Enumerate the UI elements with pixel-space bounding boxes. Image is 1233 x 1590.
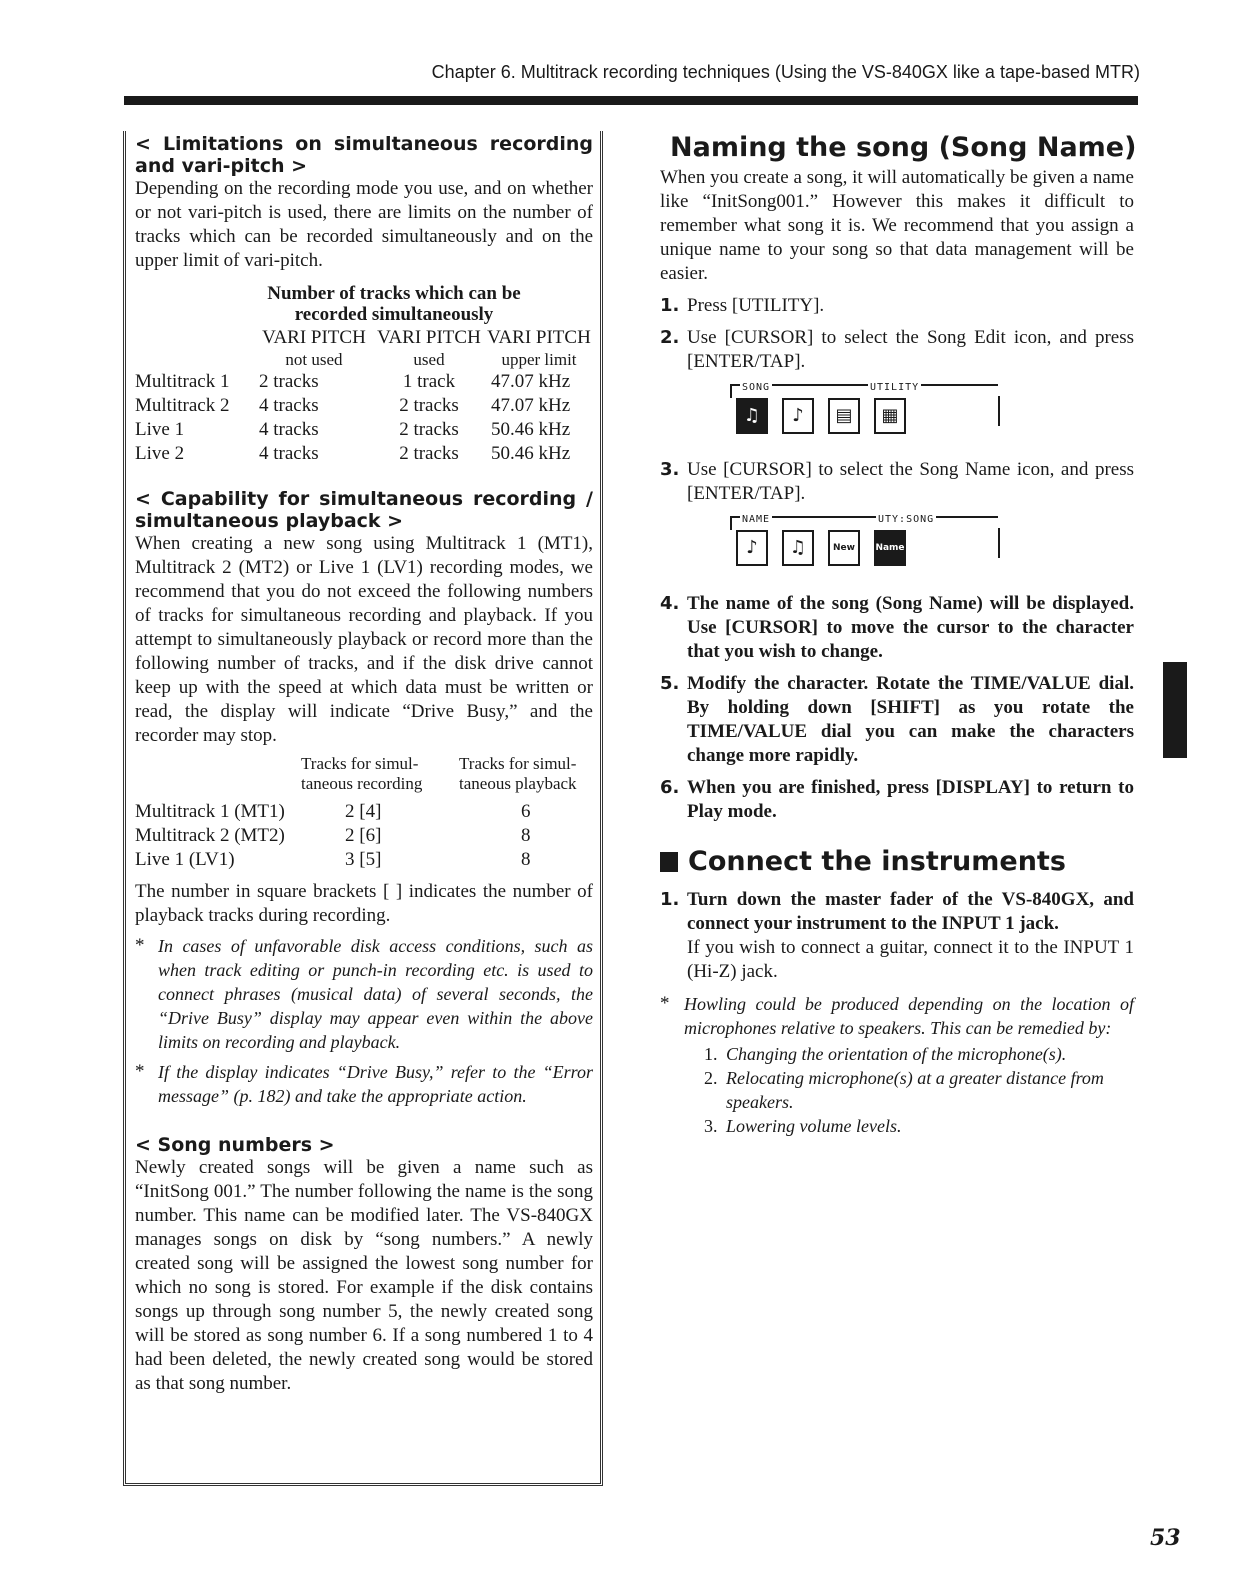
naming-body: When you create a song, it will automatically be given a name like “InitSong001.” However this makes it difficult to remember what song it is. We recommend that you assign a unique name to your song so that data management will be easier. xyxy=(660,167,1134,284)
table-row xyxy=(135,370,593,394)
track-edit-icon: ▤ xyxy=(828,398,860,434)
note xyxy=(135,934,593,1054)
col-header: taneous recording xyxy=(301,774,423,793)
capability-body: When creating a new song using Multitrack 1 (MT1), Multitrack 2 (MT2) or Live 1 (LV1) recording modes, we recommend that you do not exceed the following numbers of tracks for simultaneous recording and playback. If you attempt to simultaneously playback or record more than the following number of tracks, and if the disk drive cannot keep up with the speed at which data must be written or read, the display will indicate “Drive Busy,” and the recorder may stop. xyxy=(135,533,593,746)
header-rule xyxy=(124,96,1138,105)
list-number: 2. xyxy=(704,1068,718,1088)
note-marker: * xyxy=(135,935,145,956)
song-info-icon: ♪ xyxy=(736,530,768,566)
step-4 xyxy=(660,592,1134,664)
table-cell: 2 tracks xyxy=(399,419,459,440)
connect-heading-text: Connect the instruments xyxy=(688,846,1066,877)
step-text: Press [UTILITY]. xyxy=(687,295,825,316)
table-cell: 2 tracks xyxy=(259,371,319,392)
table-cell: 2 [4] xyxy=(345,801,382,822)
step-number: 3. xyxy=(660,459,680,480)
list-text: Lowering volume levels. xyxy=(726,1116,902,1136)
list-item xyxy=(704,1114,1134,1138)
list-number: 1. xyxy=(704,1044,718,1064)
step-text: Use [CURSOR] to select the Song Name icon, and press [ENTER/TAP]. xyxy=(687,459,1134,504)
step-3 xyxy=(660,458,1134,506)
col-subheader: used xyxy=(413,350,445,369)
col-subheader: upper limit xyxy=(501,350,577,369)
col-header: Tracks for simul- xyxy=(459,754,577,773)
mode-cell: Live 2 xyxy=(135,443,185,464)
lcd-utility-screen xyxy=(730,384,1000,444)
list-text: Changing the orientation of the microphone(s). xyxy=(726,1044,1067,1064)
table-row xyxy=(135,824,593,848)
note-text: In cases of unfavorable disk access conditions, such as when track editing or punch-in recording etc. is used to connect phrases (musical data) of several seconds, the “Drive Busy” display may appear even within the above limits on recording and playback. xyxy=(158,936,593,1052)
step-text: Turn down the master fader of the VS-840GX, and connect your instrument to the INPUT 1 jack. xyxy=(687,889,1134,934)
step-text: When you are finished, press [DISPLAY] to return to Play mode. xyxy=(687,777,1134,822)
col-header: VARI PITCH xyxy=(377,327,481,348)
list-item xyxy=(704,1066,1134,1114)
table-cell: 6 xyxy=(521,801,531,822)
note-text: If the display indicates “Drive Busy,” refer to the “Error message” (p. 182) and take the appropriate action. xyxy=(158,1062,593,1106)
mode-cell: Multitrack 1 (MT1) xyxy=(135,801,285,822)
mode-cell: Multitrack 2 xyxy=(135,395,230,416)
connect-step-1 xyxy=(660,888,1134,984)
step-number: 5. xyxy=(660,673,680,694)
table-cell: 3 [5] xyxy=(345,849,382,870)
playback-table xyxy=(135,754,593,872)
table-title-line1: Number of tracks which can be xyxy=(267,283,521,304)
table-cell: 2 tracks xyxy=(399,395,459,416)
col-subheader: not used xyxy=(285,350,343,369)
table-row xyxy=(135,394,593,418)
step-extra-text: If you wish to connect a guitar, connect it to the INPUT 1 (Hi-Z) jack. xyxy=(687,937,1134,982)
note-marker: * xyxy=(135,1061,145,1082)
song-copy-icon: ♫ xyxy=(782,530,814,566)
song-name-icon: Name xyxy=(874,530,906,566)
col-header: Tracks for simul- xyxy=(301,754,419,773)
chapter-header: Chapter 6. Multitrack recording techniques (Using the VS-840GX like a tape-based MTR) xyxy=(431,62,1140,82)
connect-heading xyxy=(660,844,1134,880)
table-row xyxy=(135,848,593,872)
table-title-line2: recorded simultaneously xyxy=(294,304,494,325)
col-header: VARI PITCH xyxy=(487,327,591,348)
lcd-label: NAME xyxy=(742,514,771,525)
mode-cell: Multitrack 2 (MT2) xyxy=(135,825,285,846)
song-numbers-heading: < Song numbers > xyxy=(135,1134,335,1156)
step-2 xyxy=(660,326,1134,374)
table-cell: 50.46 kHz xyxy=(491,419,571,440)
note xyxy=(135,1060,593,1108)
table-cell: 4 tracks xyxy=(259,443,319,464)
step-number: 1. xyxy=(660,889,680,910)
lcd-song-screen xyxy=(730,516,1000,576)
table-cell: 8 xyxy=(521,849,531,870)
table-cell: 1 track xyxy=(402,371,456,392)
step-text: Modify the character. Rotate the TIME/VALUE dial. By holding down [SHIFT] as you rotate the TIME/VALUE dial you can make the characters change more rapidly. xyxy=(687,673,1134,766)
howling-note xyxy=(660,992,1134,1040)
step-text: Use [CURSOR] to select the Song Edit icon, and press [ENTER/TAP]. xyxy=(687,327,1134,372)
right-column xyxy=(660,130,1137,1138)
table-cell: 2 tracks xyxy=(399,443,459,464)
remedy-list xyxy=(660,1042,1134,1138)
capability-heading: < Capability for simultaneous recording / simultaneous playback > xyxy=(135,488,593,532)
mode-cell: Live 1 (LV1) xyxy=(135,849,235,870)
step-number: 4. xyxy=(660,593,680,614)
table-row xyxy=(135,800,593,824)
lcd-label: UTILITY xyxy=(870,382,920,393)
step-number: 2. xyxy=(660,327,680,348)
disk-icon: ▦ xyxy=(874,398,906,434)
song-icon: ♫ xyxy=(736,398,768,434)
table-cell: 47.07 kHz xyxy=(491,395,571,416)
table-row xyxy=(135,418,593,442)
step-number: 6. xyxy=(660,777,680,798)
song-new-icon: New xyxy=(828,530,860,566)
brackets-note: The number in square brackets [ ] indicates the number of playback tracks during recording. xyxy=(135,881,593,926)
naming-heading xyxy=(660,130,1137,166)
col-header: taneous playback xyxy=(459,774,577,793)
song-numbers-body: Newly created songs will be given a name such as “InitSong 001.” The number following the name is the song number. This name can be modified later. The VS-840GX manages songs on disk by “song numbers.” A newly created song will be assigned the lowest song number for which no song is stored. For example if the disk contains songs up through song number 5, the newly created song will be stored as song number 6. If a song numbered 1 to 4 had been deleted, the newly created song would be stored as that song number. xyxy=(135,1157,593,1394)
list-item xyxy=(704,1042,1134,1066)
chapter-side-tab xyxy=(1163,662,1187,758)
table-cell: 47.07 kHz xyxy=(491,371,571,392)
note-marker: * xyxy=(660,993,670,1014)
note-text: Howling could be produced depending on the location of microphones relative to speakers. This can be remedied by: xyxy=(684,994,1134,1038)
table-row xyxy=(135,442,593,466)
table-cell: 50.46 kHz xyxy=(491,443,571,464)
list-number: 3. xyxy=(704,1116,718,1136)
mode-cell: Live 1 xyxy=(135,419,185,440)
table-cell: 4 tracks xyxy=(259,419,319,440)
step-1 xyxy=(660,294,1134,318)
col-header: VARI PITCH xyxy=(262,327,366,348)
table-cell: 4 tracks xyxy=(259,395,319,416)
left-column xyxy=(135,133,593,1396)
lcd-label: UTY:SONG xyxy=(878,514,935,525)
song-edit-icon: ♪ xyxy=(782,398,814,434)
naming-heading-text: Naming the song (Song Name) xyxy=(670,132,1137,163)
step-6 xyxy=(660,776,1134,824)
step-number: 1. xyxy=(660,295,680,316)
square-bullet-icon xyxy=(660,852,678,872)
step-text: The name of the song (Song Name) will be displayed. Use [CURSOR] to move the cursor to the character that you wish to change. xyxy=(687,593,1134,662)
mode-cell: Multitrack 1 xyxy=(135,371,230,392)
vari-pitch-table xyxy=(135,326,593,466)
step-5 xyxy=(660,672,1134,768)
list-text: Relocating microphone(s) at a greater distance from speakers. xyxy=(726,1068,1104,1112)
table-cell: 8 xyxy=(521,825,531,846)
page-number: 53 xyxy=(1150,1525,1181,1551)
table-cell: 2 [6] xyxy=(345,825,382,846)
limitations-body: Depending on the recording mode you use, and on whether or not vari-pitch is used, there are limits on the number of tracks which can be recorded simultaneously and on the upper limit of vari-pitch. xyxy=(135,178,593,271)
limitations-heading: < Limitations on simultaneous recording and vari-pitch > xyxy=(135,133,593,177)
lcd-label: SONG xyxy=(742,382,771,393)
